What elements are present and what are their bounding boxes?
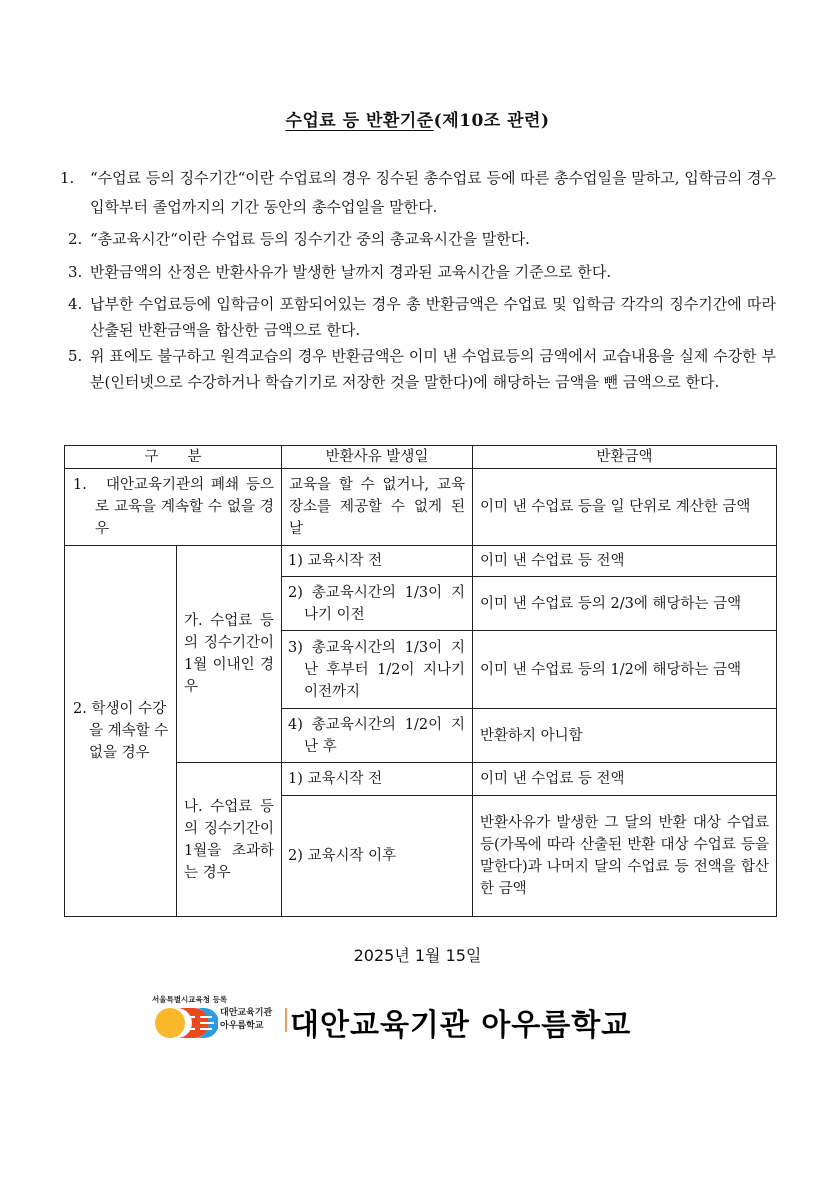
group-a-occurrence-4: 4) 총교육시간의 1/2이 지난 후	[282, 709, 473, 763]
school-name: 대안교육기관 아우름학교	[290, 1008, 632, 1043]
note-number: 2.	[68, 230, 83, 248]
school-logo	[152, 994, 292, 1044]
note-item	[60, 343, 776, 395]
logo-mark-icon	[154, 1006, 218, 1040]
group-b-amount-1: 이미 낸 수업료 등 전액	[473, 763, 777, 796]
group-a-occurrence-1: 1) 교육시작 전	[282, 546, 473, 577]
group-a-amount-3: 이미 낸 수업료 등의 1/2에 해당하는 금액	[473, 631, 777, 709]
row1-occurrence: 교육을 할 수 없거나, 교육 장소를 제공할 수 없게 된 날	[282, 469, 473, 546]
row1-category: 1. 대안교육기관의 폐쇄 등으로 교육을 계속할 수 없을 경우	[65, 469, 282, 546]
note-number: 5.	[68, 347, 83, 365]
note-number: 4.	[68, 295, 83, 313]
note-item	[60, 225, 776, 254]
row1-amount: 이미 낸 수업료 등을 일 단위로 계산한 금액	[473, 469, 777, 546]
logo-name	[220, 1007, 272, 1033]
note-text: 위 표에도 불구하고 원격교습의 경우 반환금액은 이미 낸 수업료등의 금액에서 교습내용을 실제 수강한 부분(인터넷으로 수강하거나 학습기기로 저장한 것을 말한다)에 해당하는 금액을 뺀 금액으로 한다.	[90, 347, 776, 391]
registration-label: 서울특별시교육청 등록	[152, 995, 228, 1004]
note-number: 3.	[68, 263, 83, 281]
group-a-amount-2: 이미 낸 수업료 등의 2/3에 해당하는 금액	[473, 577, 777, 631]
notes-list	[60, 164, 776, 395]
note-item	[60, 164, 776, 222]
table-header-row	[65, 446, 777, 469]
note-item	[60, 258, 776, 287]
logo-name-line1: 대안교육기관	[220, 1008, 273, 1018]
logo-name-line2: 아우름학교	[220, 1021, 264, 1031]
document-date: 2025년 1월 15일	[353, 946, 482, 965]
refund-table	[64, 445, 777, 917]
group-a-label: 가. 수업료 등의 징수기간이 1월 이내인 경우	[177, 546, 282, 763]
note-item	[60, 291, 776, 343]
note-text: “수업료 등의 징수기간“이란 수업료의 경우 징수된 총수업료 등에 따른 총수업일을 말하고, 입학금의 경우 입학부터 졸업까지의 기간 동안의 총수업일을 말한다.	[90, 169, 776, 216]
group-a-amount-4: 반환하지 아니함	[473, 709, 777, 763]
note-text: 반환금액의 산정은 반환사유가 발생한 날까지 경과된 교육시간을 기준으로 한다.	[90, 263, 612, 281]
table-row	[65, 546, 777, 577]
title-suffix: (제10조 관련)	[433, 111, 550, 131]
header-category: 구 분	[65, 446, 282, 469]
logo-divider	[285, 1008, 287, 1032]
group-a-occurrence-3: 3) 총교육시간의 1/3이 지난 후부터 1/2이 지나기 이전까지	[282, 631, 473, 709]
note-text: 납부한 수업료등에 입학금이 포함되어있는 경우 총 반환금액은 수업료 및 입학금 각각의 징수기간에 따라 산출된 반환금액을 합산한 금액으로 한다.	[90, 295, 776, 339]
header-amount: 반환금액	[473, 446, 777, 469]
note-number: 1.	[60, 169, 75, 187]
row2-category: 2. 학생이 수강을 계속할 수 없을 경우	[65, 546, 177, 917]
header-occurrence: 반환사유 발생일	[282, 446, 473, 469]
title-main: 수업료 등 반환기준	[285, 111, 434, 131]
group-b-occurrence-2: 2) 교육시작 이후	[282, 796, 473, 917]
group-a-amount-1: 이미 낸 수업료 등 전액	[473, 546, 777, 577]
group-b-label: 나. 수업료 등의 징수기간이 1월을 초과하는 경우	[177, 763, 282, 917]
table-row	[65, 469, 777, 546]
group-b-occurrence-1: 1) 교육시작 전	[282, 763, 473, 796]
group-a-occurrence-2: 2) 총교육시간의 1/3이 지나기 이전	[282, 577, 473, 631]
document-title	[0, 106, 835, 131]
group-b-amount-2: 반환사유가 발생한 그 달의 반환 대상 수업료 등(가목에 따라 산출된 반환 대상 수업료 등을 말한다)과 나머지 달의 수업료 등 전액을 합산한 금액	[473, 796, 777, 917]
note-text: “총교육시간“이란 수업료 등의 징수기간 중의 총교육시간을 말한다.	[90, 230, 530, 248]
